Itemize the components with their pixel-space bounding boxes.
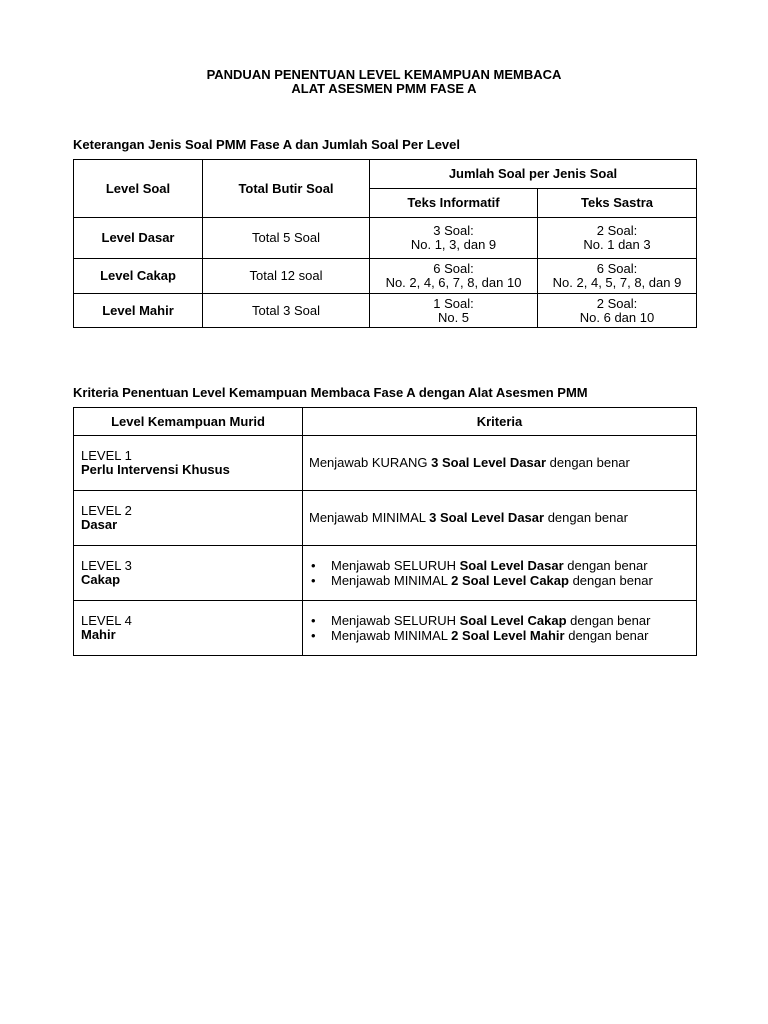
sastra-cell [538, 294, 697, 328]
header-total-butir-soal: Total Butir Soal [203, 160, 370, 218]
level-number: LEVEL 1 [81, 448, 132, 463]
header-level-soal: Level Soal [74, 160, 203, 218]
level-cell: Level Dasar [74, 218, 203, 259]
section-2-heading: Kriteria Penentuan Level Kemampuan Membaca Fase A dengan Alat Asesmen PMM [73, 385, 588, 400]
informatif-numbers: No. 5 [437, 309, 470, 325]
informatif-numbers: No. 1, 3, dan 9 [410, 237, 497, 252]
level-number: LEVEL 3 [81, 558, 132, 573]
table-row [74, 601, 697, 656]
bullet-icon: • [311, 628, 316, 643]
title-line-1: PANDUAN PENENTUAN LEVEL KEMAMPUAN MEMBACA [206, 67, 562, 82]
level-cell [74, 491, 303, 546]
header-teks-informatif: Teks Informatif [370, 189, 538, 218]
bullet-icon: • [311, 558, 316, 573]
table-row [74, 259, 697, 294]
level-name: Perlu Intervensi Khusus [81, 462, 230, 477]
level-cell [74, 436, 303, 491]
informatif-cell [370, 259, 538, 294]
sastra-numbers: No. 6 dan 10 [579, 309, 655, 325]
sastra-count: 2 Soal: [596, 223, 638, 238]
criteria-cell [303, 546, 697, 601]
informatif-cell [370, 294, 538, 328]
level-name: Cakap [81, 572, 121, 587]
sastra-cell [538, 259, 697, 294]
level-number: LEVEL 2 [81, 503, 132, 518]
criteria-cell [303, 491, 697, 546]
informatif-count: 1 Soal: [433, 295, 474, 311]
level-number: LEVEL 4 [81, 613, 132, 628]
criteria-text: Menjawab MINIMAL 3 Soal Level Dasar dengan benar [309, 510, 628, 525]
table-row [74, 218, 697, 259]
level-cell: Level Mahir [74, 294, 203, 328]
level-name: Dasar [81, 517, 118, 532]
title-line-2: ALAT ASESMEN PMM FASE A [291, 81, 477, 96]
informatif-count: 3 Soal: [433, 223, 474, 238]
bullet-icon: • [311, 573, 316, 588]
level-cell [74, 546, 303, 601]
sastra-numbers: No. 1 dan 3 [583, 237, 651, 252]
sastra-numbers: No. 2, 4, 5, 7, 8, dan 9 [552, 275, 682, 290]
informatif-numbers: No. 2, 4, 6, 7, 8, dan 10 [385, 275, 522, 290]
table-header-row [74, 408, 697, 436]
header-teks-sastra: Teks Sastra [538, 189, 697, 218]
criteria-list [309, 613, 696, 643]
level-cell [74, 601, 303, 656]
total-cell: Total 3 Soal [203, 294, 370, 328]
criteria-list [309, 558, 696, 588]
table-row [74, 491, 697, 546]
table-row [74, 294, 697, 328]
level-name: Mahir [81, 627, 116, 642]
bullet-icon: • [311, 613, 316, 628]
list-item: • Menjawab MINIMAL 2 Soal Level Cakap dengan benar [311, 573, 653, 588]
criteria-table [73, 407, 697, 656]
criteria-cell [303, 436, 697, 491]
header-jumlah-soal-per-jenis: Jumlah Soal per Jenis Soal [370, 160, 697, 189]
table-row [74, 436, 697, 491]
informatif-cell [370, 218, 538, 259]
criteria-cell [303, 601, 697, 656]
level-cell: Level Cakap [74, 259, 203, 294]
section-1-heading: Keterangan Jenis Soal PMM Fase A dan Jumlah Soal Per Level [73, 137, 460, 152]
list-item: • Menjawab MINIMAL 2 Soal Level Mahir dengan benar [311, 628, 649, 643]
sastra-count: 2 Soal: [596, 295, 638, 311]
total-cell: Total 12 soal [203, 259, 370, 294]
list-item: • Menjawab SELURUH Soal Level Dasar dengan benar [311, 558, 648, 573]
informatif-count: 6 Soal: [433, 261, 474, 276]
sastra-count: 6 Soal: [596, 261, 638, 276]
soal-distribution-table [73, 159, 697, 328]
sastra-cell [538, 218, 697, 259]
header-level-kemampuan: Level Kemampuan Murid [74, 408, 303, 436]
table-header-row [74, 160, 697, 189]
list-item: • Menjawab SELURUH Soal Level Cakap dengan benar [311, 613, 651, 628]
header-kriteria: Kriteria [303, 408, 697, 436]
page-title [0, 68, 768, 96]
criteria-text: Menjawab KURANG 3 Soal Level Dasar dengan benar [309, 455, 630, 470]
table-row [74, 546, 697, 601]
total-cell: Total 5 Soal [203, 218, 370, 259]
